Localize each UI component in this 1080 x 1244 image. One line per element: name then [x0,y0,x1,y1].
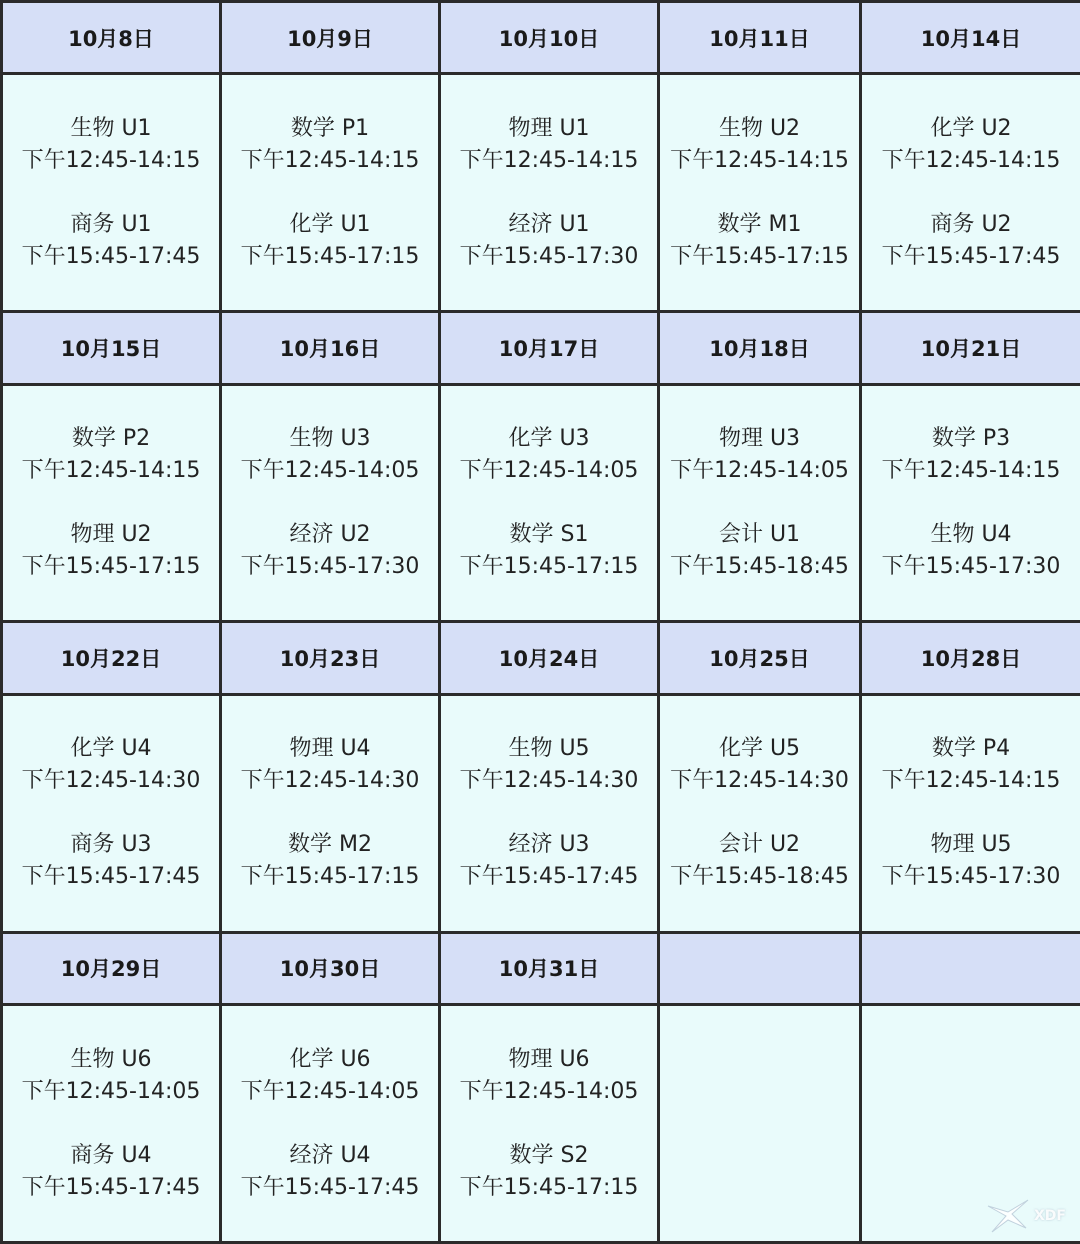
watermark-text: XDF [1034,1208,1066,1224]
exam-subject: 物理 U6 [508,1046,590,1072]
exam-session [441,113,657,177]
exam-session [862,519,1080,583]
exam-subject: 生物 U2 [718,115,801,141]
date-header: 10月21日 [861,312,1080,384]
exam-session [862,733,1080,797]
exam-session [222,113,438,177]
exam-subject: 化学 U2 [930,115,1012,141]
exam-row [2,74,1080,312]
exam-cell [221,1005,440,1243]
exam-session [222,829,438,893]
exam-cell [659,1005,861,1243]
exam-subject: 数学 S1 [509,522,589,548]
exam-cell [440,74,659,312]
exam-subject: 经济 U3 [508,832,590,858]
exam-subject: 数学 P2 [71,426,151,452]
exam-subject: 生物 U1 [70,115,152,141]
exam-cell [440,694,659,932]
exam-session [222,423,438,487]
exam-time: 下午12:45-14:15 [670,147,849,173]
exam-subject: 数学 S2 [509,1142,589,1168]
exam-session [222,209,438,273]
exam-time: 下午12:45-14:15 [240,147,420,173]
exam-subject: 生物 U4 [930,522,1012,548]
date-header: 10月8日 [2,2,221,74]
exam-time: 下午12:45-14:30 [240,768,420,794]
exam-time: 下午12:45-14:05 [21,1078,201,1104]
date-header: 10月14日 [861,2,1080,74]
exam-cell [659,694,861,932]
exam-session [441,1140,657,1204]
exam-cell [659,384,861,622]
date-header: 10月31日 [440,932,659,1004]
exam-session [222,519,438,583]
exam-session [441,829,657,893]
exam-cell [221,384,440,622]
exam-subject: 物理 U2 [70,522,152,548]
exam-session [222,733,438,797]
date-header: 10月28日 [861,622,1080,694]
exam-cell [861,74,1080,312]
exam-cell [2,74,221,312]
exam-session [862,829,1080,893]
bird-logo-icon [986,1198,1030,1234]
exam-session [3,1140,219,1204]
exam-time: 下午12:45-14:15 [21,458,201,484]
exam-subject: 化学 U4 [70,736,152,762]
exam-session [222,1140,438,1204]
exam-subject: 商务 U4 [70,1142,152,1168]
exam-subject: 商务 U2 [930,211,1012,237]
exam-session [660,733,859,797]
exam-session [3,829,219,893]
exam-time: 下午15:45-17:15 [459,1174,639,1200]
exam-cell [440,384,659,622]
exam-subject: 物理 U1 [508,115,590,141]
date-header: 10月10日 [440,2,659,74]
schedule-body [2,2,1080,1243]
date-header-row [2,932,1080,1004]
exam-session [441,519,657,583]
exam-subject: 会计 U2 [718,832,801,858]
exam-time: 下午12:45-14:15 [881,458,1061,484]
exam-time: 下午15:45-17:15 [670,243,849,269]
date-header: 10月9日 [221,2,440,74]
date-header: 10月24日 [440,622,659,694]
exam-cell [2,384,221,622]
exam-session [3,209,219,273]
exam-time: 下午15:45-17:15 [240,864,420,890]
date-header-row [2,312,1080,384]
exam-time: 下午12:45-14:30 [459,768,639,794]
exam-time: 下午12:45-14:30 [21,768,201,794]
exam-time: 下午12:45-14:15 [21,147,201,173]
exam-subject: 物理 U3 [718,426,801,452]
date-header: 10月16日 [221,312,440,384]
exam-time: 下午15:45-17:15 [21,554,201,580]
exam-time: 下午15:45-17:30 [459,243,639,269]
exam-session [441,1044,657,1108]
exam-subject: 数学 M1 [717,211,802,237]
exam-subject: 商务 U3 [70,832,152,858]
exam-time: 下午12:45-14:05 [459,1078,639,1104]
exam-cell [440,1005,659,1243]
date-header [861,932,1080,1004]
date-header: 10月23日 [221,622,440,694]
exam-subject: 数学 P3 [931,426,1011,452]
exam-time: 下午12:45-14:15 [459,147,639,173]
exam-cell [861,384,1080,622]
exam-cell [221,694,440,932]
exam-session [862,113,1080,177]
exam-session [660,209,859,273]
exam-subject: 物理 U5 [930,832,1012,858]
exam-subject: 化学 U6 [289,1046,371,1072]
date-header [659,932,861,1004]
exam-session [3,423,219,487]
exam-cell [221,74,440,312]
exam-time: 下午15:45-17:45 [21,864,201,890]
watermark [986,1198,1066,1234]
exam-subject: 数学 M2 [288,832,372,858]
exam-time: 下午15:45-17:45 [21,1174,201,1200]
exam-row [2,384,1080,622]
date-header: 10月15日 [2,312,221,384]
exam-session [3,733,219,797]
exam-time: 下午12:45-14:05 [240,458,420,484]
exam-subject: 经济 U2 [289,522,371,548]
exam-row [2,694,1080,932]
exam-subject: 商务 U1 [70,211,152,237]
exam-session [660,519,859,583]
exam-time: 下午15:45-17:15 [240,243,420,269]
exam-row [2,1005,1080,1243]
date-header-row [2,622,1080,694]
exam-time: 下午15:45-17:15 [459,554,639,580]
exam-subject: 经济 U1 [508,211,590,237]
exam-time: 下午15:45-17:45 [459,864,639,890]
exam-session [660,423,859,487]
exam-subject: 生物 U3 [289,426,371,452]
exam-subject: 化学 U3 [508,426,590,452]
exam-session [3,113,219,177]
exam-subject: 数学 P1 [290,115,370,141]
exam-cell [2,1005,221,1243]
exam-time: 下午15:45-18:45 [670,554,849,580]
exam-cell [861,694,1080,932]
exam-time: 下午15:45-17:45 [240,1174,420,1200]
exam-session [441,423,657,487]
exam-time: 下午15:45-18:45 [670,864,849,890]
exam-time: 下午12:45-14:15 [881,768,1061,794]
date-header-row [2,2,1080,74]
exam-time: 下午12:45-14:05 [459,458,639,484]
exam-time: 下午15:45-17:45 [881,243,1061,269]
exam-session [441,209,657,273]
exam-session [862,209,1080,273]
exam-session [862,423,1080,487]
exam-time: 下午15:45-17:30 [881,864,1061,890]
exam-subject: 会计 U1 [718,522,801,548]
exam-subject: 数学 P4 [931,736,1011,762]
exam-time: 下午12:45-14:15 [881,147,1061,173]
exam-subject: 生物 U6 [70,1046,152,1072]
exam-cell [2,694,221,932]
exam-session [441,733,657,797]
exam-time: 下午15:45-17:30 [881,554,1061,580]
exam-time: 下午12:45-14:05 [670,458,849,484]
date-header: 10月30日 [221,932,440,1004]
exam-subject: 经济 U4 [289,1142,371,1168]
exam-time: 下午12:45-14:05 [240,1078,420,1104]
date-header: 10月29日 [2,932,221,1004]
exam-session [660,113,859,177]
exam-subject: 化学 U5 [718,736,801,762]
exam-cell [659,74,861,312]
date-header: 10月18日 [659,312,861,384]
date-header: 10月11日 [659,2,861,74]
exam-session [3,1044,219,1108]
exam-time: 下午15:45-17:30 [240,554,420,580]
exam-subject: 化学 U1 [289,211,371,237]
exam-time: 下午15:45-17:45 [21,243,201,269]
exam-session [3,519,219,583]
exam-subject: 生物 U5 [508,736,590,762]
exam-time: 下午12:45-14:30 [670,768,849,794]
exam-subject: 物理 U4 [289,736,371,762]
exam-session [660,829,859,893]
date-header: 10月25日 [659,622,861,694]
date-header: 10月22日 [2,622,221,694]
date-header: 10月17日 [440,312,659,384]
exam-session [222,1044,438,1108]
